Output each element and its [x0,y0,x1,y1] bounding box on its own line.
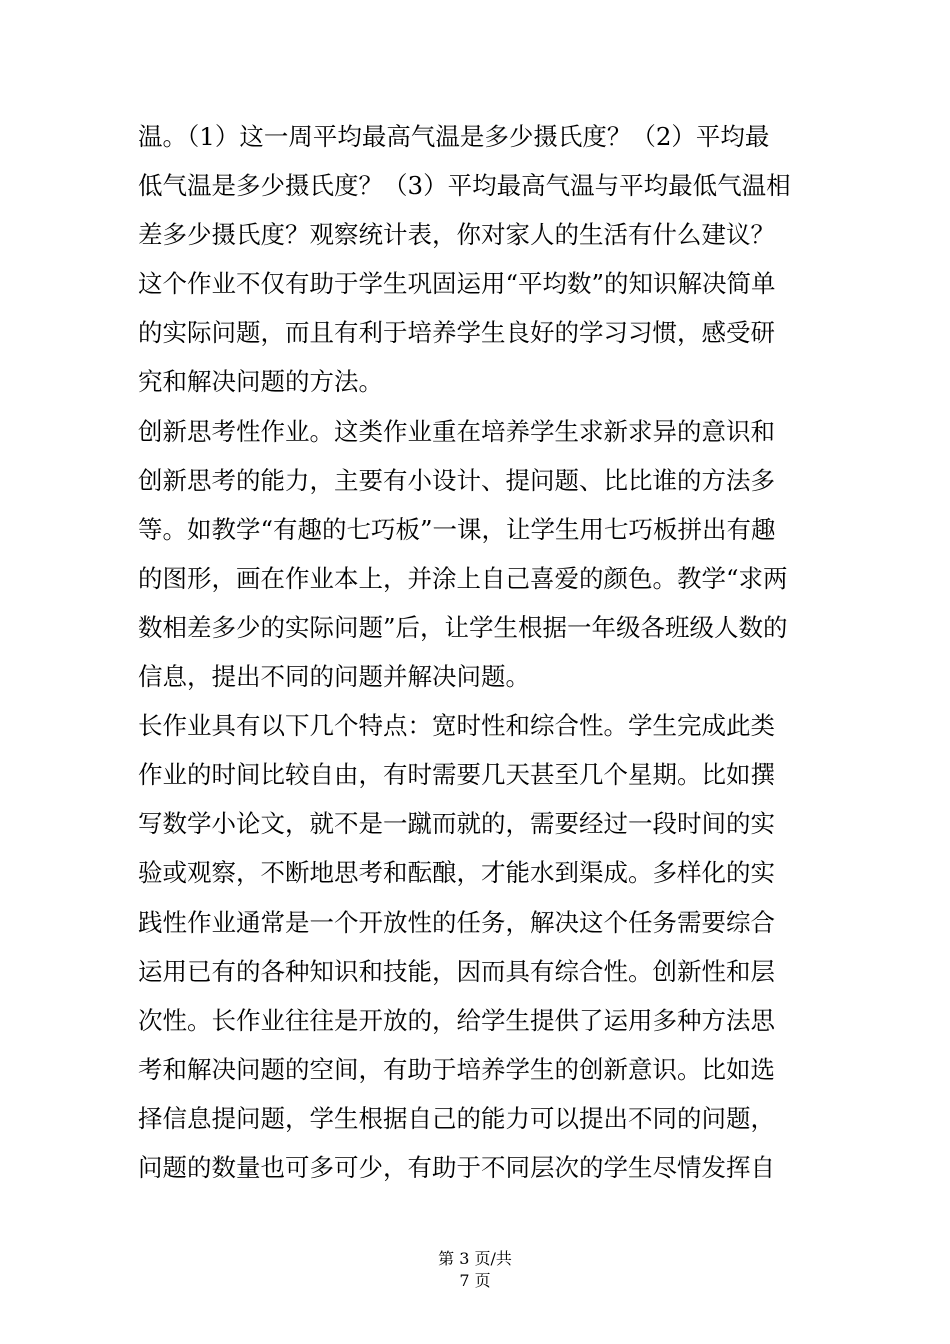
text-line-21: 择信息提问题，学生根据自己的能力可以提出不同的问题， [138,1103,775,1133]
text-line-19: 次性。长作业往往是开放的，给学生提供了运用多种方法思 [138,1005,775,1035]
text-line-20: 考和解决问题的空间，有助于培养学生的创新意识。比如选 [138,1054,775,1084]
text-line-10: 的图形，画在作业本上，并涂上自己喜爱的颜色。教学“求两 [138,563,788,593]
text-line-18: 运用已有的各种知识和技能，因而具有综合性。创新性和层 [138,956,775,986]
text-line-12: 信息，提出不同的问题并解决问题。 [138,662,530,692]
text-line-15: 写数学小论文，就不是一蹴而就的，需要经过一段时间的实 [138,809,775,839]
page-number-line-1: 第 3 页/共 [438,1249,512,1268]
text-line-17: 践性作业通常是一个开放性的任务，解决这个任务需要综合 [138,907,775,937]
text-line-9: 等。如教学“有趣的七巧板”一课，让学生用七巧板拼出有趣 [138,514,776,544]
page-footer [0,1248,950,1292]
text-line-11: 数相差多少的实际问题”后，让学生根据一年级各班级人数的 [138,612,788,642]
text-line-2: 低气温是多少摄氏度？（3）平均最高气温与平均最低气温相 [138,171,791,201]
text-line-3: 差多少摄氏度？观察统计表，你对家人的生活有什么建议？ [138,220,775,250]
document-body [138,112,818,1192]
text-line-7: 创新思考性作业。这类作业重在培养学生求新求异的意识和 [138,416,775,446]
text-line-22: 问题的数量也可多可少，有助于不同层次的学生尽情发挥自 [138,1152,775,1182]
text-line-16: 验或观察，不断地思考和酝酿，才能水到渠成。多样化的实 [138,858,775,888]
page-number-line-2: 7 页 [459,1271,491,1290]
text-line-5: 的实际问题，而且有利于培养学生良好的学习习惯，感受研 [138,318,775,348]
text-line-4: 这个作业不仅有助于学生巩固运用“平均数”的知识解决简单 [138,269,776,299]
text-line-14: 作业的时间比较自由，有时需要几天甚至几个星期。比如撰 [138,760,775,790]
text-line-8: 创新思考的能力，主要有小设计、提问题、比比谁的方法多 [138,465,775,495]
text-line-13: 长作业具有以下几个特点：宽时性和综合性。学生完成此类 [138,711,775,741]
text-line-1: 温。（1）这一周平均最高气温是多少摄氏度？（2）平均最 [138,122,770,151]
text-line-6: 究和解决问题的方法。 [138,367,383,397]
